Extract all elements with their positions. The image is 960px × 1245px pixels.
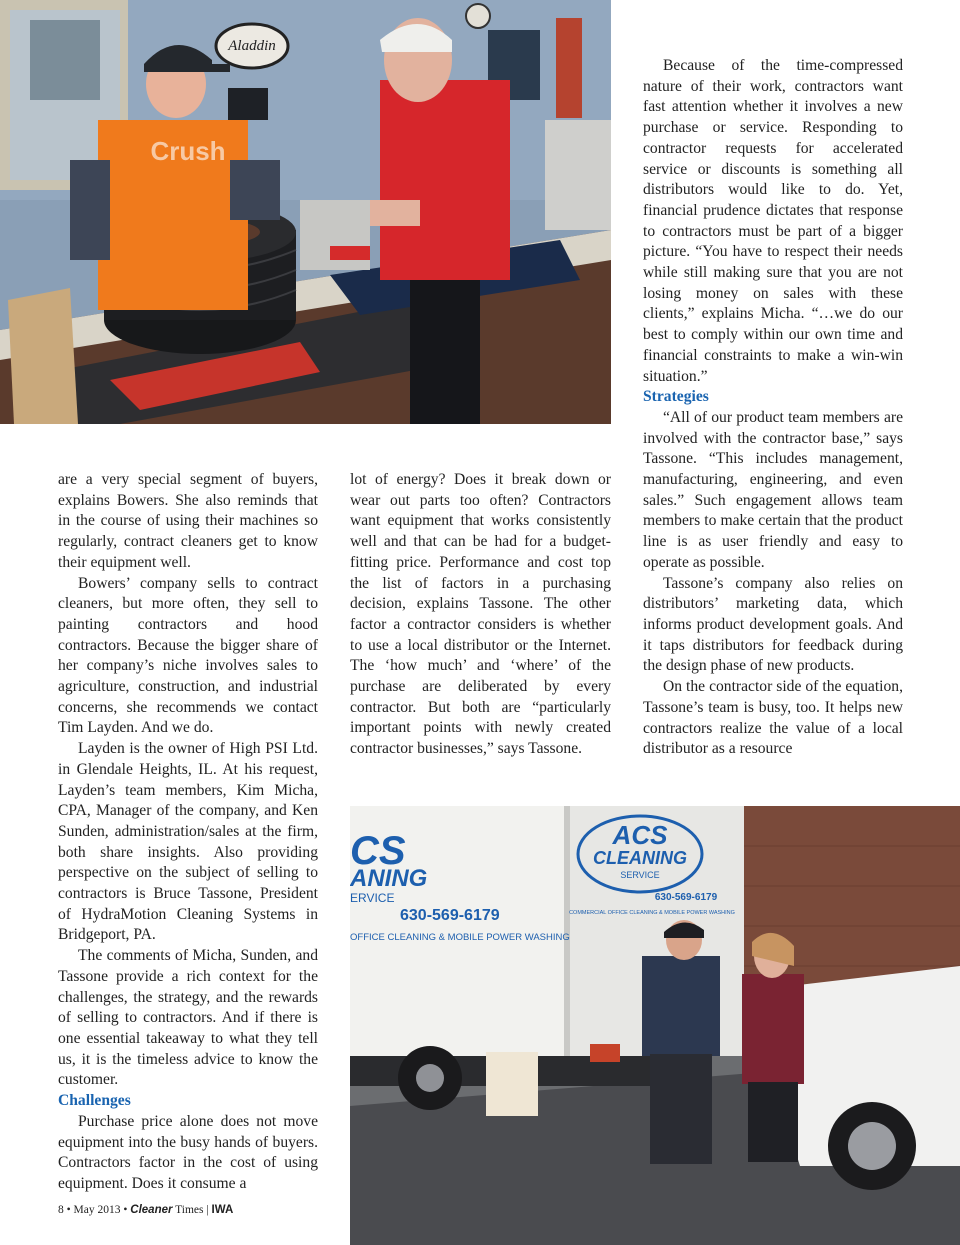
- article-column-2: [350, 470, 611, 760]
- truck-rear-brand-2: CLEANING: [593, 848, 687, 868]
- photo-cleaning-truck: [350, 806, 960, 1245]
- magazine-name: Cleaner: [130, 1204, 173, 1216]
- shirt-text: Crush: [150, 136, 226, 166]
- col1-paragraph-1: are a very special segment of buyers, explains Bowers. She also reminds that in the course of using their machines so regularly, contract cleaners get to know their equipment well.: [58, 471, 318, 571]
- truck-side-text-2: ANING: [350, 865, 428, 892]
- page-number: 8: [58, 1204, 64, 1216]
- cleaning-truck-illustration: [350, 806, 960, 1245]
- footer-bullet: •: [123, 1204, 128, 1216]
- col3-paragraph-2: “All of our product team members are involved with the contractor base,” says Tassone. “This includes management, manufacturing, engineering, and even sales.” Such engagement allows team members to make certain that the product line is as user friendly and easy to operate as possible.: [643, 408, 903, 571]
- truck-rear-brand-1: ACS: [612, 820, 668, 850]
- truck-side-tagline: OFFICE CLEANING & MOBILE POWER WASHING: [350, 932, 570, 943]
- truck-side-phone: 630-569-6179: [400, 907, 500, 924]
- truck-rear-brand-3: SERVICE: [620, 870, 660, 880]
- section-heading-strategies: Strategies: [643, 388, 709, 406]
- col1-paragraph-2: Bowers’ company sells to contract cleaners, but more often, they sell to painting contractors and hood contractors. Because the bigger share of her company’s niche involves sales to agriculture, construction, and industrial concerns, she recommends we contact Tim Layden. And we do.: [58, 574, 318, 737]
- truck-rear-phone: 630-569-6179: [654, 892, 718, 903]
- truck-side-text-1: CS: [350, 829, 406, 873]
- col3-paragraph-3: Tassone’s company also relies on distributors’ marketing data, which informs product development goals. And it taps distributors for feedback during the design phase of new products.: [643, 574, 903, 675]
- section-name: IWA: [211, 1204, 234, 1216]
- truck-rear-tagline: COMMERCIAL OFFICE CLEANING & MOBILE POWER WASHING: [569, 910, 735, 916]
- col1-paragraph-4: The comments of Micha, Sunden, and Tassone provide a rich context for the challenges, the strategy, and the rewards of selling to contractors. And if there is one essential takeaway to what they tell us, it is the timeless advice to know the customer.: [58, 947, 318, 1089]
- footer-bullet: •: [66, 1204, 71, 1216]
- section-heading-challenges: Challenges: [58, 1092, 131, 1110]
- col3-paragraph-1: Because of the time-compressed nature of their work, contractors want fast attention whether it involves a new purchase or service. Responding to contractor requests for accelerated service or discounts is something all distributors would like to do. Yet, financial prudence dictates that response to contractors must be part of a bigger picture. “You have to respect their needs while still making sure that you are not losing money on sales with these clients,” explains Micha. “…we do our best to comply within our own time and financial constraints to make a win-win situation.”: [643, 57, 903, 385]
- col1-paragraph-5: Purchase price alone does not move equipment into the busy hands of buyers. Contractors factor in the cost of using equipment. Does it consume a: [58, 1112, 318, 1192]
- article-column-3: [643, 56, 903, 760]
- magazine-name-2: Times: [175, 1204, 204, 1216]
- sign-text: Aladdin: [228, 38, 276, 54]
- col2-paragraph-1: lot of energy? Does it break down or wear out parts too often? Contractors want equipment that works consistently well and that can be had for a budget-fitting price. Performance and cost top the list of factors in a purchasing decision, explains Tassone. The other factor a contractor considers is whether to use a local distributor or the Internet. The ‘how much’ and ‘where’ of the purchase are deliberated by every contractor. But both are “particularly important points with newly created contractor businesses,” says Tassone.: [350, 471, 611, 758]
- truck-side-text-3: ERVICE: [350, 891, 395, 905]
- photo-shop-counter: [0, 0, 611, 424]
- issue-date: May 2013: [73, 1204, 121, 1216]
- shop-counter-illustration: [0, 0, 611, 424]
- col1-paragraph-3: Layden is the owner of High PSI Ltd. in Glendale Heights, IL. At his request, Layden’s team members, Kim Micha, CPA, Manager of the company, and Ken Sunden, administration/sales at the firm, both share insights. Also providing perspective on the subject of selling to contractors is Bruce Tassone, President of HydraMotion Cleaning Systems in Bridgeport, PA.: [58, 740, 318, 944]
- page-footer: [58, 1204, 233, 1216]
- col3-paragraph-4: On the contractor side of the equation, Tassone’s team is busy, too. It helps new contractors realize the value of a local distributor as a resource: [643, 678, 903, 758]
- article-column-1: [58, 470, 318, 1195]
- footer-separator: |: [206, 1204, 209, 1216]
